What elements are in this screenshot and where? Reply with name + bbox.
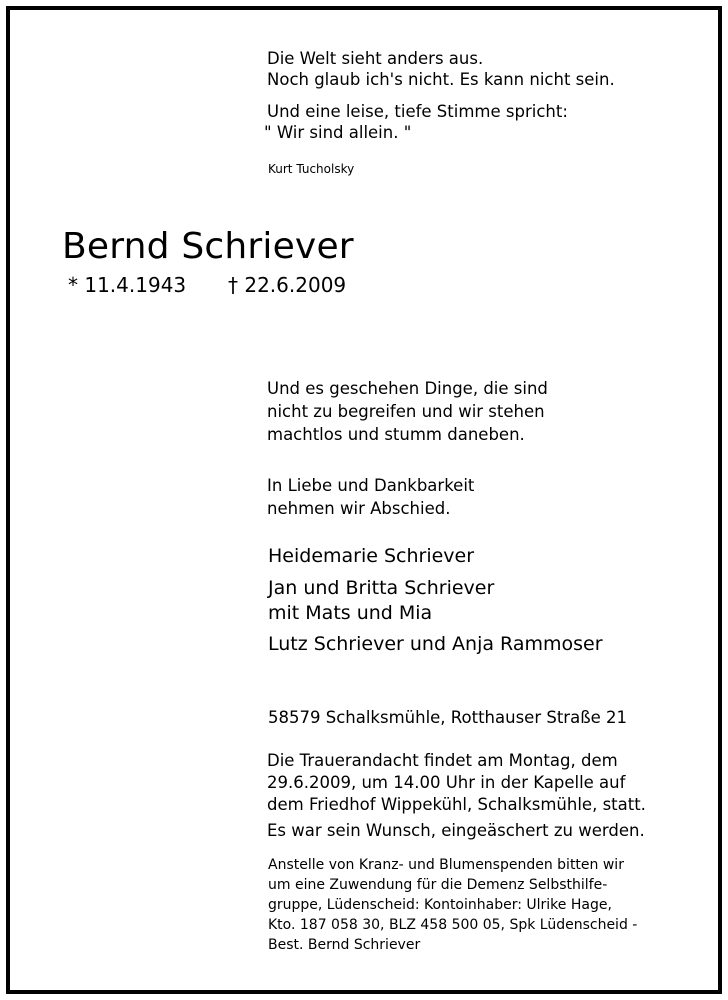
quote-line: Noch glaub ich's nicht. Es kann nicht sein. xyxy=(267,70,615,89)
birth-date: * 11.4.1943 xyxy=(68,273,187,297)
quote-line: Und eine leise, tiefe Stimme spricht: xyxy=(267,102,568,121)
farewell-line: In Liebe und Dankbarkeit xyxy=(267,476,475,495)
donation-line: Anstelle von Kranz- und Blumenspenden bitten wir xyxy=(268,857,624,873)
address: 58579 Schalksmühle, Rotthauser Straße 21 xyxy=(268,708,627,727)
deceased-name: Bernd Schriever xyxy=(62,226,354,267)
death-date: † 22.6.2009 xyxy=(228,273,347,297)
donation-line: Kto. 187 058 30, BLZ 458 500 05, Spk Lüdenscheid - xyxy=(268,917,638,933)
service-line: 29.6.2009, um 14.00 Uhr in der Kapelle auf xyxy=(267,773,626,792)
farewell-line: nehmen wir Abschied. xyxy=(267,499,451,518)
wish: Es war sein Wunsch, eingeäschert zu werden. xyxy=(267,821,645,840)
family-member: Jan und Britta Schriever xyxy=(268,577,495,599)
family-member: Heidemarie Schriever xyxy=(268,545,475,567)
family-member: Lutz Schriever und Anja Rammoser xyxy=(268,633,603,655)
quote-author: Kurt Tucholsky xyxy=(268,162,355,176)
verse-line: nicht zu begreifen und wir stehen xyxy=(267,402,545,421)
quote-line: " Wir sind allein. " xyxy=(264,123,412,142)
family-member: mit Mats und Mia xyxy=(268,602,433,624)
verse-line: machtlos und stumm daneben. xyxy=(267,425,525,444)
donation-line: gruppe, Lüdenscheid: Kontoinhaber: Ulrike Hage, xyxy=(268,897,612,913)
service-line: dem Friedhof Wippekühl, Schalksmühle, statt. xyxy=(267,795,646,814)
quote-line: Die Welt sieht anders aus. xyxy=(267,49,484,68)
verse-line: Und es geschehen Dinge, die sind xyxy=(267,379,548,398)
service-line: Die Trauerandacht findet am Montag, dem xyxy=(267,751,618,770)
donation-line: Best. Bernd Schriever xyxy=(268,937,421,953)
donation-line: um eine Zuwendung für die Demenz Selbsthilfe- xyxy=(268,877,608,893)
